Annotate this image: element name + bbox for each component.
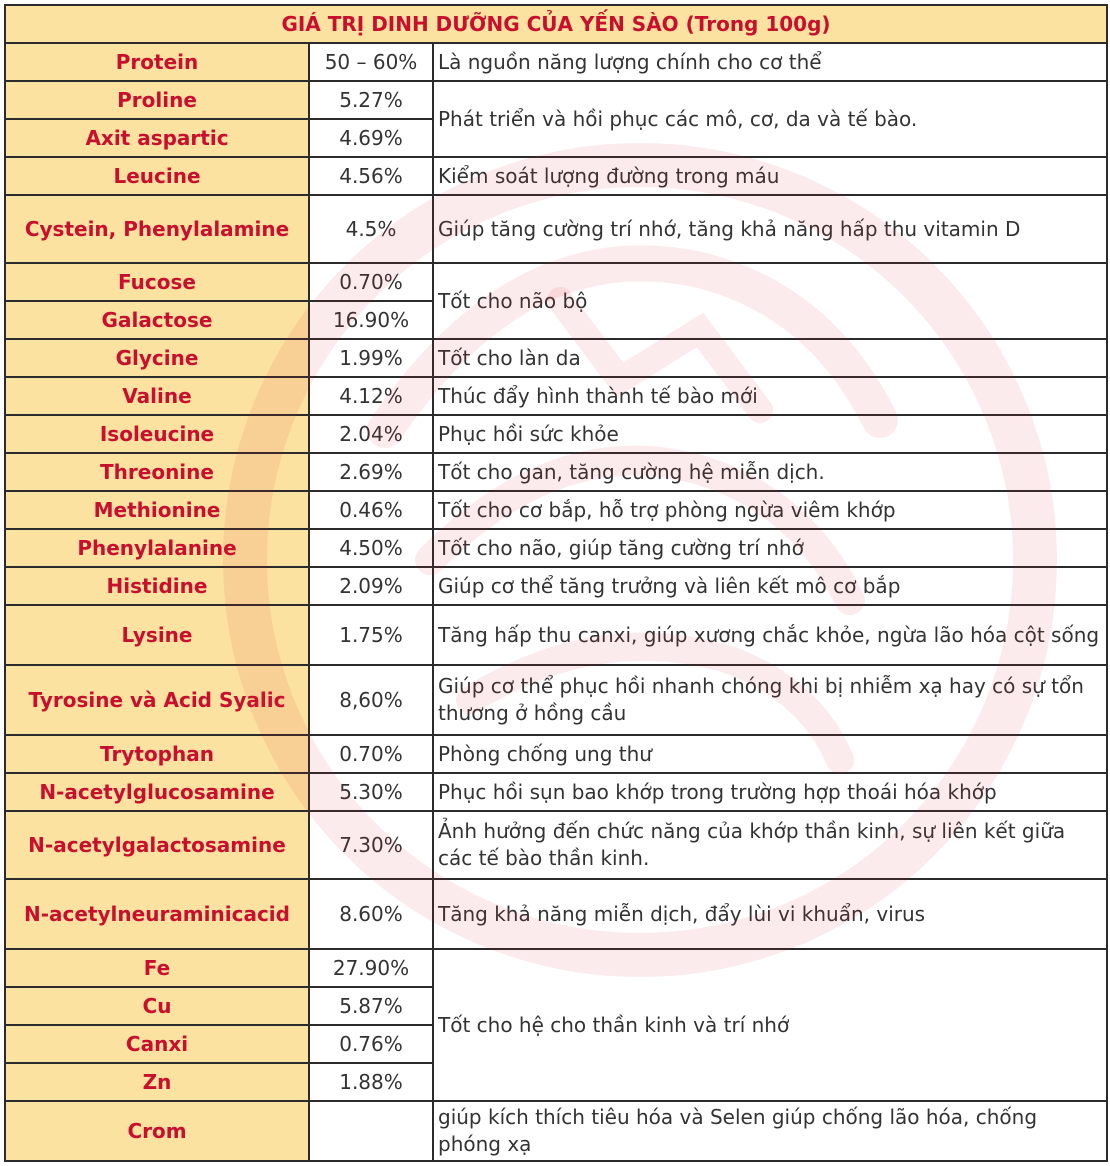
nutrient-name: Histidine	[5, 567, 309, 605]
nutrient-name: Glycine	[5, 339, 309, 377]
nutrient-value: 2.04%	[309, 415, 433, 453]
nutrient-name: Protein	[5, 43, 309, 81]
nutrient-value: 4.69%	[309, 119, 433, 157]
table-title: GIÁ TRỊ DINH DƯỠNG CỦA YẾN SÀO (Trong 100g)	[5, 5, 1107, 43]
table-row	[5, 415, 1107, 453]
nutrient-value: 4.5%	[309, 195, 433, 263]
nutrient-value: 4.56%	[309, 157, 433, 195]
nutrient-value: 4.50%	[309, 529, 433, 567]
nutrient-name: N-acetylgalactosamine	[5, 811, 309, 879]
nutrient-name: N-acetylneuraminicacid	[5, 879, 309, 949]
nutrient-value: 1.88%	[309, 1063, 433, 1101]
nutrient-benefit: Phục hồi sức khỏe	[433, 415, 1107, 453]
nutrient-benefit: Tốt cho hệ cho thần kinh và trí nhớ	[433, 949, 1107, 1101]
nutrient-value: 0.76%	[309, 1025, 433, 1063]
nutrient-benefit: Là nguồn năng lượng chính cho cơ thể	[433, 43, 1107, 81]
table-row	[5, 339, 1107, 377]
nutrient-value: 4.12%	[309, 377, 433, 415]
table-row	[5, 157, 1107, 195]
nutrient-name: Canxi	[5, 1025, 309, 1063]
table-row	[5, 43, 1107, 81]
nutrient-value: 16.90%	[309, 301, 433, 339]
nutrient-benefit: Phục hồi sụn bao khớp trong trường hợp thoái hóa khớp	[433, 773, 1107, 811]
nutrient-value: 27.90%	[309, 949, 433, 987]
nutrient-value	[309, 1101, 433, 1161]
table-row	[5, 665, 1107, 735]
nutrient-benefit: Tốt cho làn da	[433, 339, 1107, 377]
nutrient-name: Galactose	[5, 301, 309, 339]
nutrient-benefit: Tốt cho não bộ	[433, 263, 1107, 339]
nutrient-value: 1.75%	[309, 605, 433, 665]
nutrient-benefit: Tăng khả năng miễn dịch, đẩy lùi vi khuẩn, virus	[433, 879, 1107, 949]
table-row	[5, 811, 1107, 879]
table-row	[5, 1101, 1107, 1161]
nutrient-value: 2.09%	[309, 567, 433, 605]
table-row	[5, 949, 1107, 987]
nutrient-value: 5.30%	[309, 773, 433, 811]
table-row	[5, 263, 1107, 301]
table-row	[5, 879, 1107, 949]
nutrient-name: Fe	[5, 949, 309, 987]
nutrient-name: Zn	[5, 1063, 309, 1101]
nutrient-value: 7.30%	[309, 811, 433, 879]
nutrient-benefit: Ảnh hưởng đến chức năng của khớp thần kinh, sự liên kết giữa các tế bào thần kinh.	[433, 811, 1107, 879]
nutrient-name: Lysine	[5, 605, 309, 665]
nutrient-name: Fucose	[5, 263, 309, 301]
nutrient-benefit: Tăng hấp thu canxi, giúp xương chắc khỏe, ngừa lão hóa cột sống	[433, 605, 1107, 665]
nutrient-benefit: Giúp cơ thể phục hồi nhanh chóng khi bị nhiễm xạ hay có sự tổn thương ở hồng cầu	[433, 665, 1107, 735]
nutrient-name: Tyrosine và Acid Syalic	[5, 665, 309, 735]
nutrient-value: 0.70%	[309, 263, 433, 301]
nutrient-benefit: Phát triển và hồi phục các mô, cơ, da và tế bào.	[433, 81, 1107, 157]
nutrient-value: 0.70%	[309, 735, 433, 773]
nutrient-name: N-acetylglucosamine	[5, 773, 309, 811]
nutrient-value: 5.27%	[309, 81, 433, 119]
table-row	[5, 195, 1107, 263]
nutrient-benefit: Giúp cơ thể tăng trưởng và liên kết mô cơ bắp	[433, 567, 1107, 605]
table-row	[5, 605, 1107, 665]
nutrient-name: Valine	[5, 377, 309, 415]
nutrient-value: 50 – 60%	[309, 43, 433, 81]
table-row	[5, 773, 1107, 811]
nutrient-name: Threonine	[5, 453, 309, 491]
nutrient-name: Axit aspartic	[5, 119, 309, 157]
nutrient-benefit: giúp kích thích tiêu hóa và Selen giúp chống lão hóa, chống phóng xạ	[433, 1101, 1107, 1161]
nutrient-name: Proline	[5, 81, 309, 119]
table-row	[5, 567, 1107, 605]
nutrient-name: Cu	[5, 987, 309, 1025]
nutrient-benefit: Tốt cho não, giúp tăng cường trí nhớ	[433, 529, 1107, 567]
nutrient-value: 8,60%	[309, 665, 433, 735]
nutrient-value: 1.99%	[309, 339, 433, 377]
nutrient-benefit: Giúp tăng cường trí nhớ, tăng khả năng hấp thu vitamin D	[433, 195, 1107, 263]
nutrient-name: Isoleucine	[5, 415, 309, 453]
nutrient-value: 8.60%	[309, 879, 433, 949]
nutrient-value: 5.87%	[309, 987, 433, 1025]
nutrient-value: 2.69%	[309, 453, 433, 491]
nutrition-table	[4, 4, 1108, 1162]
nutrient-benefit: Kiểm soát lượng đường trong máu	[433, 157, 1107, 195]
nutrient-name: Leucine	[5, 157, 309, 195]
nutrient-name: Phenylalanine	[5, 529, 309, 567]
nutrient-name: Methionine	[5, 491, 309, 529]
nutrient-benefit: Tốt cho cơ bắp, hỗ trợ phòng ngừa viêm khớp	[433, 491, 1107, 529]
nutrient-name: Crom	[5, 1101, 309, 1161]
table-row	[5, 735, 1107, 773]
table-row	[5, 529, 1107, 567]
table-row	[5, 377, 1107, 415]
table-row	[5, 491, 1107, 529]
table-row	[5, 453, 1107, 491]
nutrient-value: 0.46%	[309, 491, 433, 529]
nutrient-name: Trytophan	[5, 735, 309, 773]
nutrient-name: Cystein, Phenylalamine	[5, 195, 309, 263]
table-row	[5, 81, 1107, 119]
nutrient-benefit: Thúc đẩy hình thành tế bào mới	[433, 377, 1107, 415]
nutrient-benefit: Tốt cho gan, tăng cường hệ miễn dịch.	[433, 453, 1107, 491]
nutrient-benefit: Phòng chống ung thư	[433, 735, 1107, 773]
table-title-row	[5, 5, 1107, 43]
